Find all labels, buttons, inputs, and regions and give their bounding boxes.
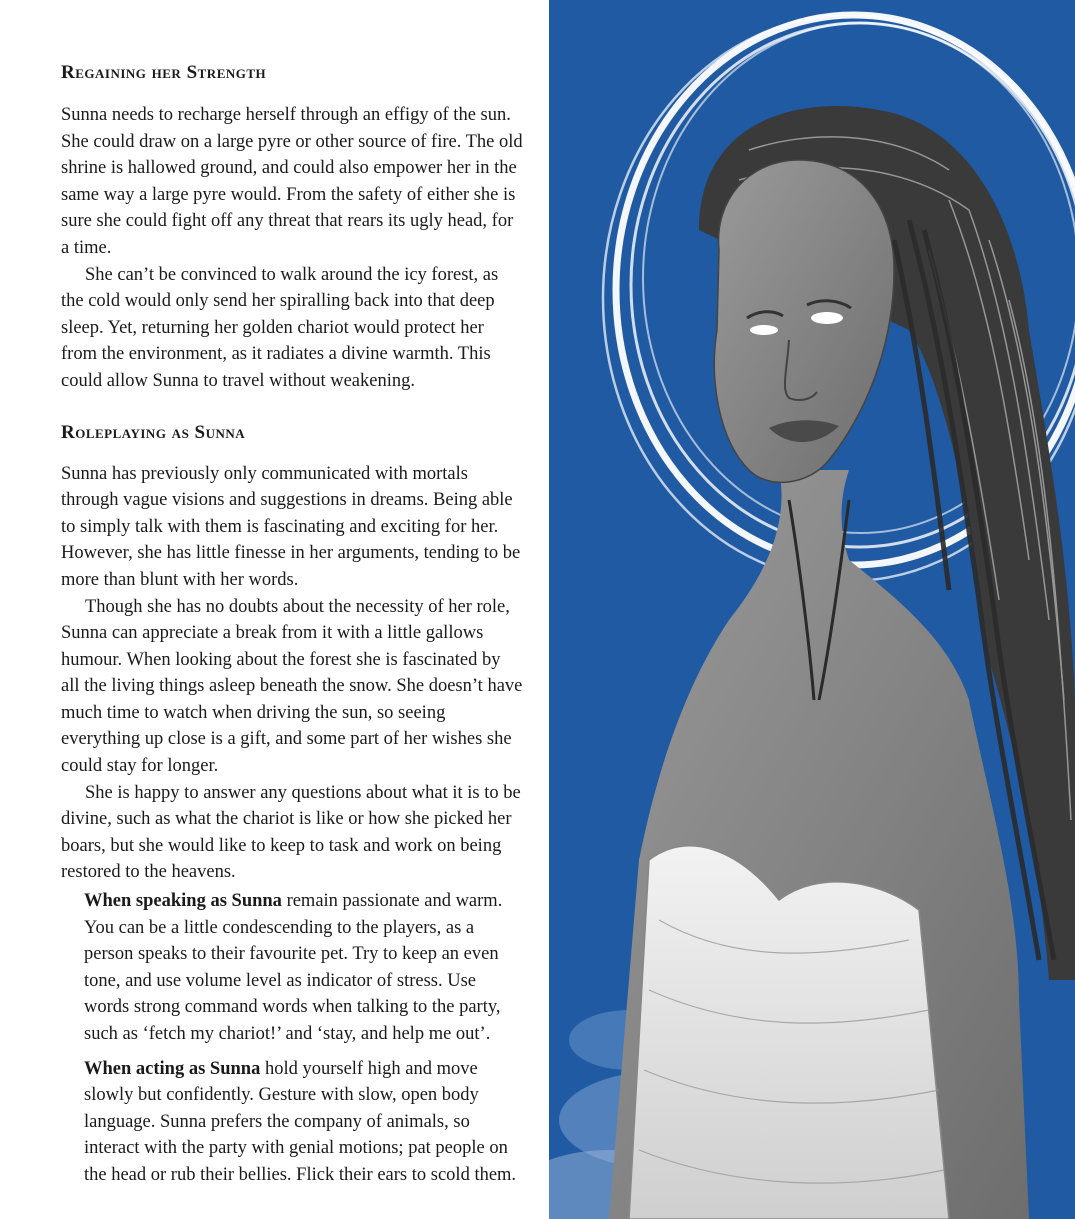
illustration-svg: [549, 0, 1075, 1219]
callout-acting: [84, 1056, 523, 1189]
callout-text: remain passionate and warm. You can be a little condescending to the players, as a person speaks to their favourite pet. Try to keep an even tone, and use volume level as indicator of stress. Use words strong command words when talking to the party, such as ‘fetch my chariot!’ and ‘stay, and help me out’.: [84, 891, 503, 1044]
callout-lead: When acting as Sunna: [84, 1058, 261, 1079]
callout-lead: When speaking as Sunna: [84, 891, 282, 912]
eye-icon: [811, 312, 843, 324]
text-column: [61, 60, 523, 1189]
eye-icon: [750, 325, 778, 335]
callout-speaking: [84, 888, 523, 1048]
sunna-illustration: [549, 0, 1075, 1219]
section-heading-roleplaying: Roleplaying as Sunna: [61, 421, 246, 443]
paragraph: Sunna needs to recharge herself through an effigy of the sun. She could draw on a large pyre or other source of fire. The old shrine is hallowed ground, and could also empower her in the same way a large pyre would. From the safety of either she is sure she could fight off any threat that rears its ugly head, for a time.: [61, 105, 523, 258]
paragraph: She is happy to answer any questions about what it is to be divine, such as what the chariot is like or how she picked her boars, but she would like to keep to task and work on being restored to the heavens.: [61, 782, 521, 883]
section-heading-strength: Regaining her Strength: [61, 62, 267, 83]
paragraph: Though she has no doubts about the necessity of her role, Sunna can appreciate a break from it with a little gallows humour. When looking about the forest she is fascinated by all the living things asleep beneath the snow. She doesn’t have much time to watch when driving the sun, so seeing everything up close is a gift, and some part of her wishes she could stay for longer.: [61, 596, 523, 777]
callout-text: hold yourself high and move slowly but confidently. Gesture with slow, open body language. Sunna prefers the company of animals, so interact with the party with genial motions; pat people on the head or rub their bellies. Flick their ears to scold them.: [84, 1058, 517, 1185]
paragraph: Sunna has previously only communicated with mortals through vague visions and suggestions in dreams. Being able to simply talk with them is fascinating and exciting for her. However, she has little finesse in her arguments, tending to be more than blunt with her words.: [61, 463, 521, 590]
paragraph: She can’t be convinced to walk around the icy forest, as the cold would only send her spiralling back into that deep sleep. Yet, returning her golden chariot would protect her from the environment, as it radiates a divine warmth. This could allow Sunna to travel without weakening.: [61, 264, 499, 391]
